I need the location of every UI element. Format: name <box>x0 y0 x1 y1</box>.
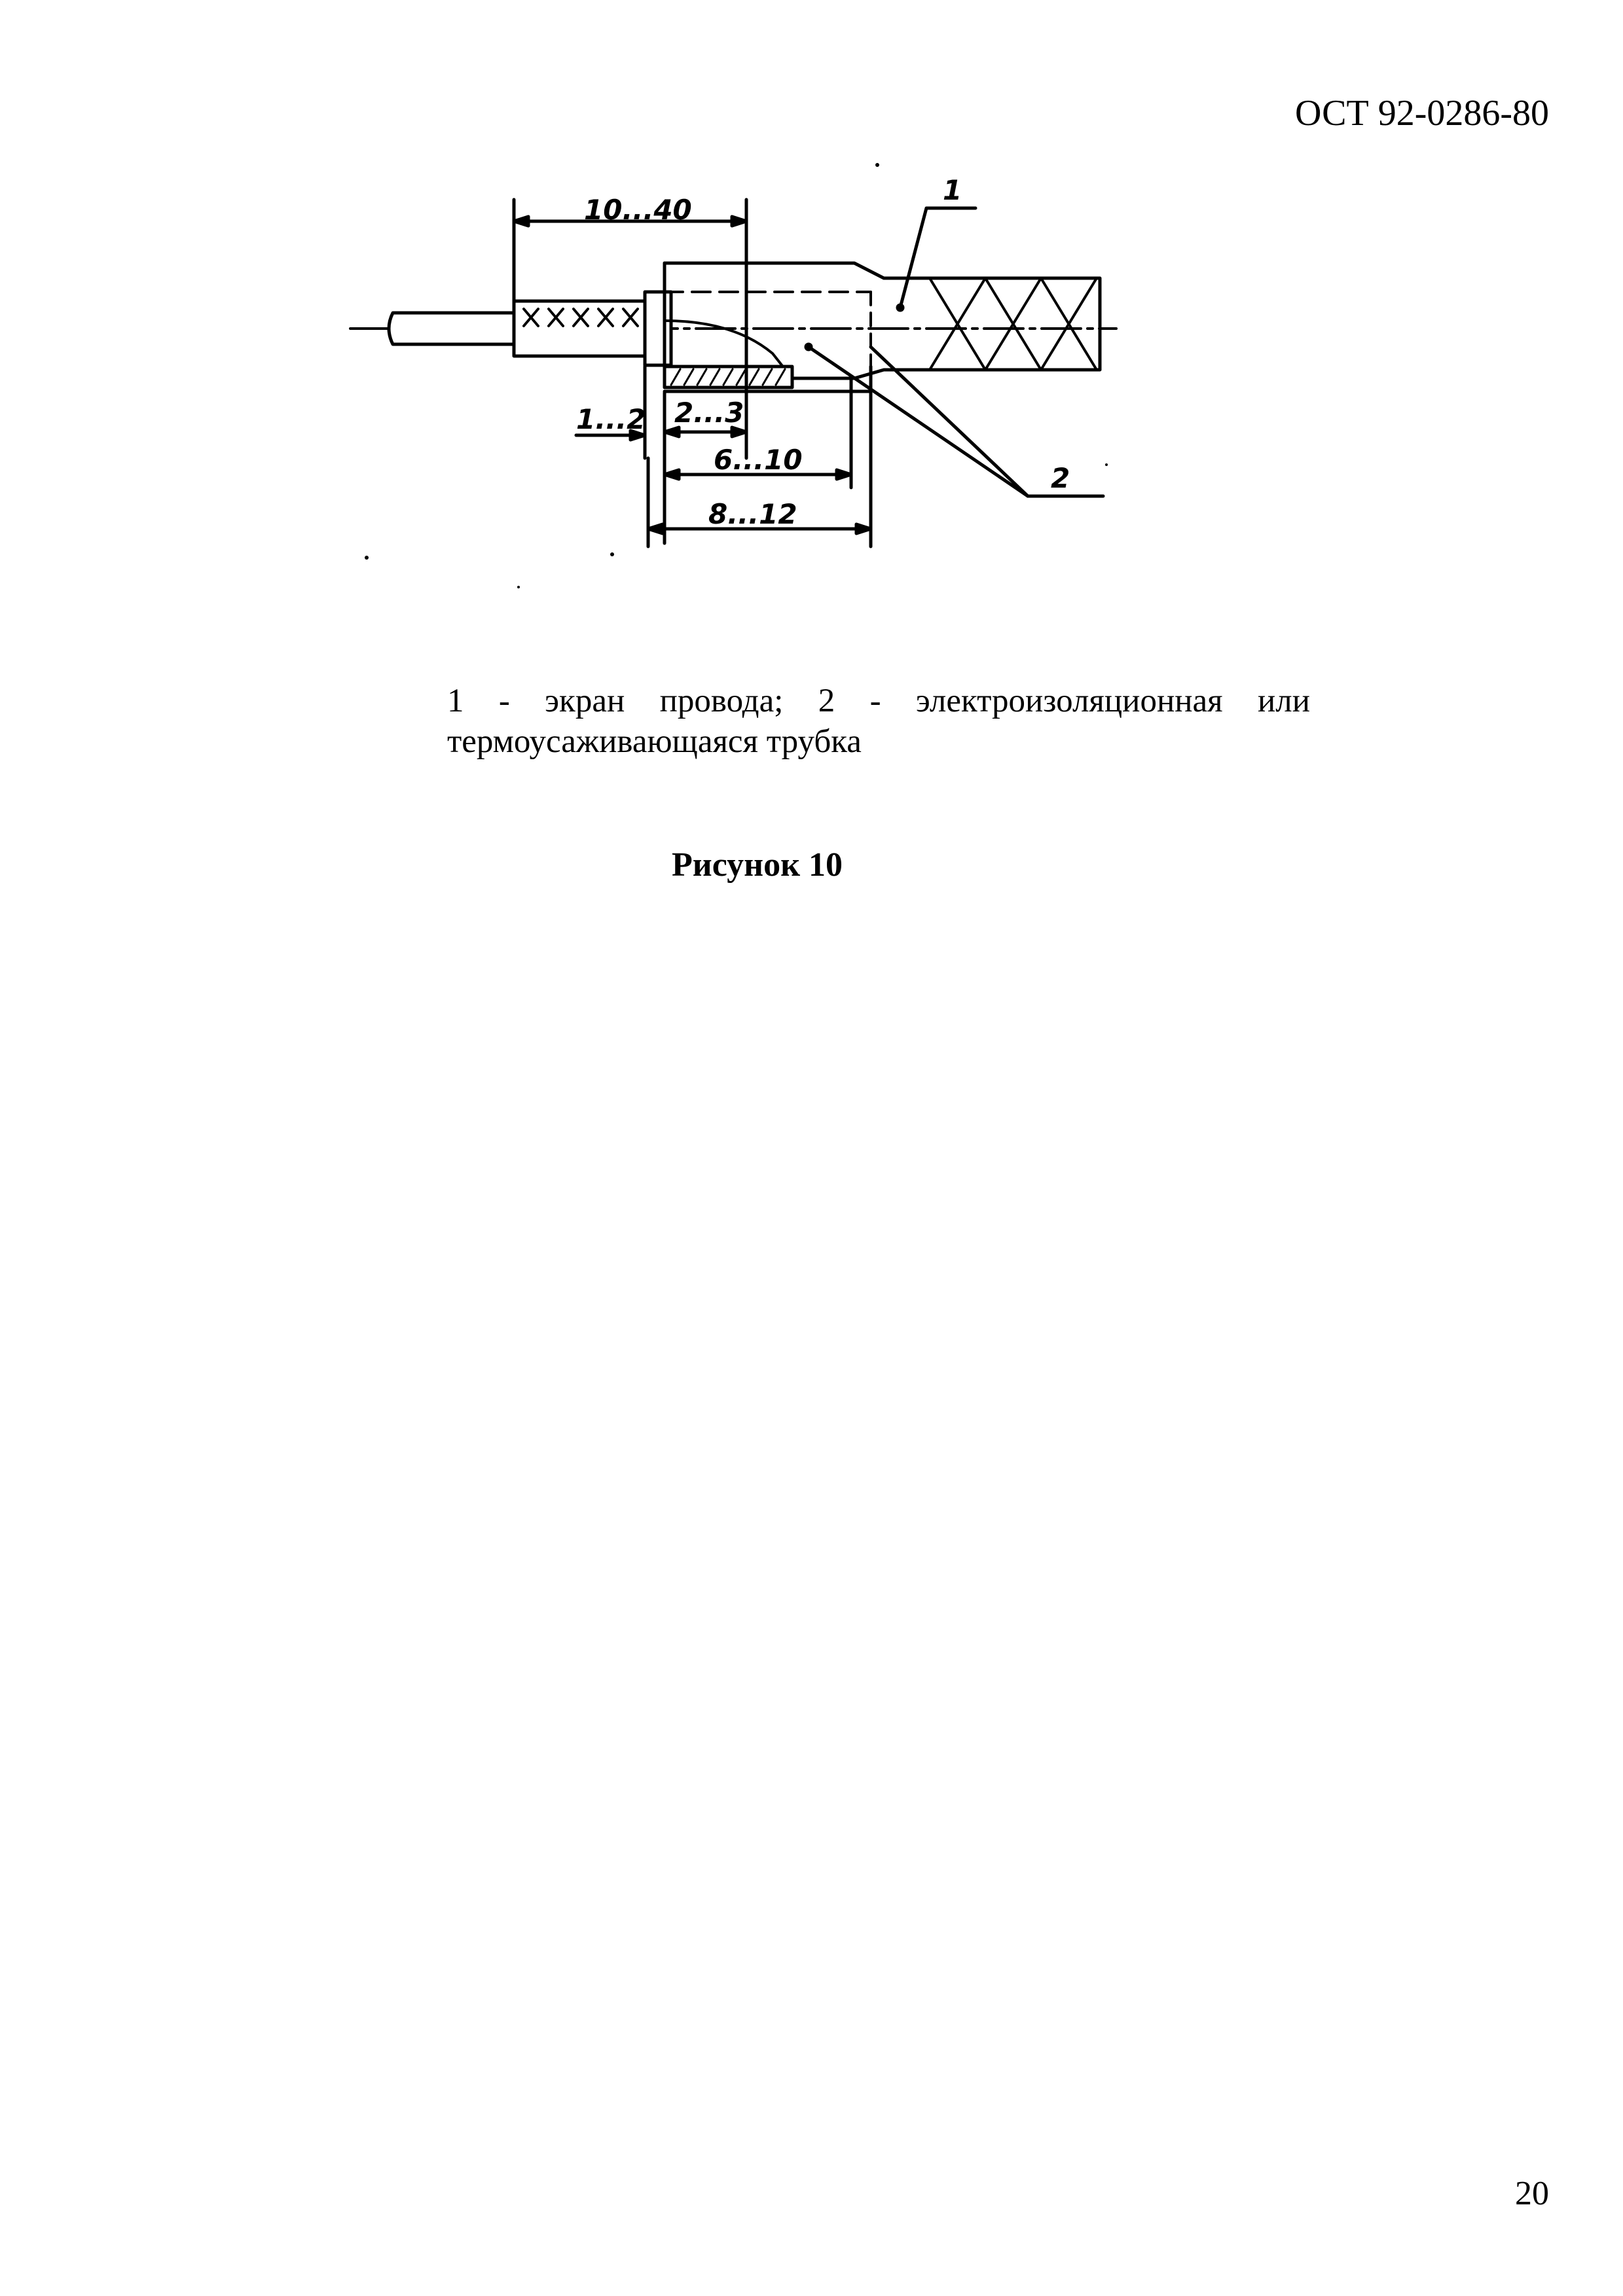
dimension-label-10-40: 10...40 <box>584 194 692 226</box>
page-number: 20 <box>1515 2175 1549 2212</box>
callout-2-label: 2 <box>1051 462 1070 494</box>
figure-title: Рисунок 10 <box>672 846 843 884</box>
callout-1-label: 1 <box>943 174 962 206</box>
wire-shield-drawing <box>0 0 1623 655</box>
document-code: ОСТ 92-0286-80 <box>1295 93 1549 134</box>
dimension-label-6-10: 6...10 <box>714 444 803 476</box>
dimension-label-2-3: 2...3 <box>674 397 744 429</box>
figure-caption: 1 - экран провода; 2 - электроизоляционная или термоусаживающаяся трубка <box>447 683 1310 760</box>
dimension-label-8-12: 8...12 <box>708 498 797 530</box>
dimension-label-1-2: 1...2 <box>576 403 646 435</box>
